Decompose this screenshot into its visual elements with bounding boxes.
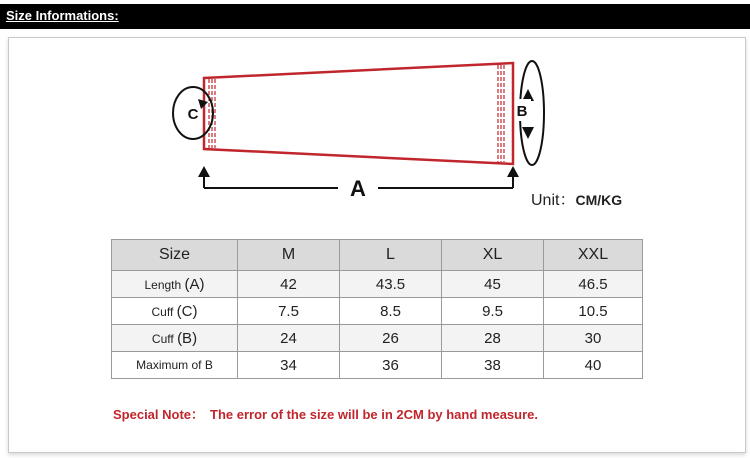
table-cell: 46.5 <box>544 271 643 298</box>
section-title: Size Informations: <box>6 8 119 23</box>
table-cell: 26 <box>340 325 442 352</box>
table-cell: 24 <box>238 325 340 352</box>
row-label <box>112 298 238 325</box>
table-row <box>112 298 643 325</box>
table-cell: 36 <box>340 352 442 379</box>
table-header-cell: M <box>238 240 340 271</box>
table-cell: 9.5 <box>442 298 544 325</box>
b-arrow-head-down <box>522 127 534 139</box>
row-label-text: Maximum of B <box>136 358 213 372</box>
table-cell: 8.5 <box>340 298 442 325</box>
table-cell: 30 <box>544 325 643 352</box>
table-cell: 42 <box>238 271 340 298</box>
label-c: C <box>187 106 199 123</box>
table-cell: 7.5 <box>238 298 340 325</box>
row-label <box>112 325 238 352</box>
a-arrow-head-right <box>507 166 519 177</box>
row-label-text: Length <box>144 277 182 292</box>
table-header-row <box>112 240 643 271</box>
label-a: A <box>350 176 366 201</box>
table-header-cell: L <box>340 240 442 271</box>
table-header-cell: XXL <box>544 240 643 271</box>
row-label-text: Cuff <box>151 331 174 346</box>
table-row <box>112 271 643 298</box>
row-label <box>112 271 238 298</box>
table-cell: 10.5 <box>544 298 643 325</box>
size-table <box>111 239 643 379</box>
row-label-code: (B) <box>177 329 198 347</box>
row-label <box>112 352 238 379</box>
table-cell: 38 <box>442 352 544 379</box>
table-cell: 45 <box>442 271 544 298</box>
special-note <box>113 404 538 423</box>
unit-label <box>531 187 622 210</box>
table-cell: 43.5 <box>340 271 442 298</box>
table-row <box>112 352 643 379</box>
special-note-label: Special Note： <box>113 407 205 422</box>
sleeve-outline <box>204 63 513 164</box>
label-b: B <box>516 103 528 120</box>
sleeve-diagram <box>160 55 560 205</box>
unit-value: CM/KG <box>575 192 623 208</box>
table-cell: 28 <box>442 325 544 352</box>
row-label-text: Cuff <box>151 304 174 319</box>
table-row <box>112 325 643 352</box>
table-cell: 34 <box>238 352 340 379</box>
unit-prefix: Unit： <box>531 192 576 209</box>
table-header-cell: Size <box>112 240 238 271</box>
header-bar <box>0 4 750 29</box>
table-header-cell: XL <box>442 240 544 271</box>
a-arrow-head-left <box>198 166 210 177</box>
table-cell: 40 <box>544 352 643 379</box>
row-label-code: (A) <box>184 275 205 293</box>
special-note-text: The error of the size will be in 2CM by hand measure. <box>210 407 538 422</box>
row-label-code: (C) <box>176 302 198 320</box>
